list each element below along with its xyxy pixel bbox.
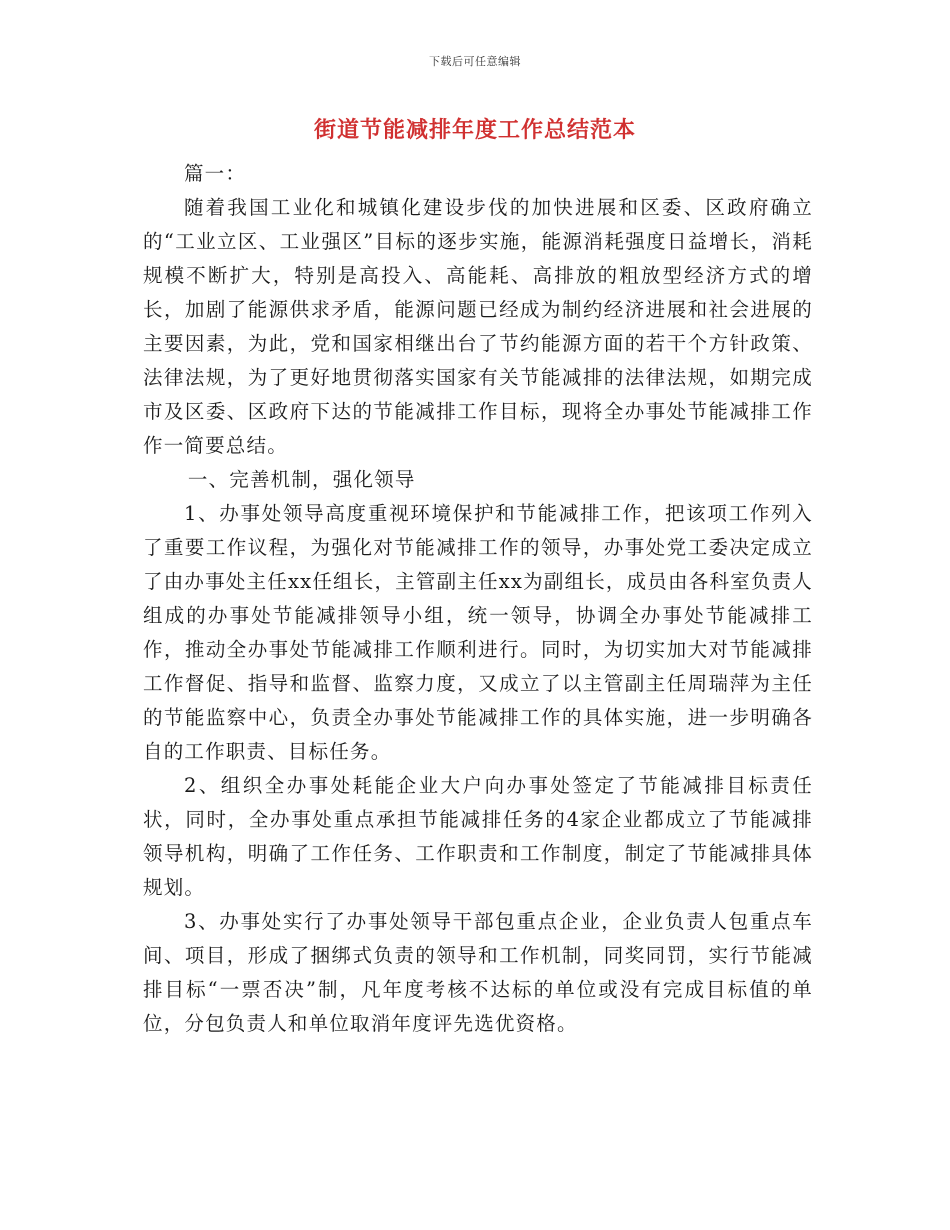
- body-paragraph: 2、组织全办事处耗能企业大户向办事处签定了节能减排目标责任状，同时，全办事处重点承担节能减排任务的4家企业都成立了节能减排领导机构，明确了工作任务、工作职责和工作制度，制定了节能减排具体规划。: [143, 774, 813, 899]
- document-title: 街道节能减排年度工作总结范本: [313, 118, 636, 143]
- header-note: 下载后可任意编辑: [429, 55, 521, 68]
- body-paragraph: 3、办事处实行了办事处领导干部包重点企业，企业负责人包重点车间、项目，形成了捆绑式负责的领导和工作机制，同奖同罚，实行节能减排目标“一票否决”制，凡年度考核不达标的单位或没有完成目标值的单位，分包负责人和单位取消年度评先选优资格。: [143, 910, 813, 1035]
- document-body: [143, 157, 813, 1041]
- section-label: 篇一：: [183, 162, 247, 185]
- body-paragraph: 随着我国工业化和城镇化建设步伐的加快进展和区委、区政府确立的“工业立区、工业强区”目标的逐步实施，能源消耗强度日益增长，消耗规模不断扩大，特别是高投入、高能耗、高排放的粗放型经济方式的增长，加剧了能源供求矛盾，能源问题已经成为制约经济进展和社会进展的主要因素，为此，党和国家相继出台了节约能源方面的若干个方针政策、法律法规，为了更好地贯彻落实国家有关节能减排的法律法规，如期完成市及区委、区政府下达的节能减排工作目标，现将全办事处节能减排工作作一简要总结。: [143, 196, 813, 457]
- section-heading: 一、完善机制，强化领导: [187, 468, 416, 491]
- body-paragraph: 1、办事处领导高度重视环境保护和节能减排工作，把该项工作列入了重要工作议程，为强化对节能减排工作的领导，办事处党工委决定成立了由办事处主任xx任组长，主管副主任xx为副组长，成员由各科室负责人组成的办事处节能减排领导小组，统一领导，协调全办事处节能减排工作，推动全办事处节能减排工作顺利进行。同时，为切实加大对节能减排工作督促、指导和监督、监察力度，又成立了以主管副主任周瑞萍为主任的节能监察中心，负责全办事处节能减排工作的具体实施，进一步明确各自的工作职责、目标任务。: [143, 502, 813, 763]
